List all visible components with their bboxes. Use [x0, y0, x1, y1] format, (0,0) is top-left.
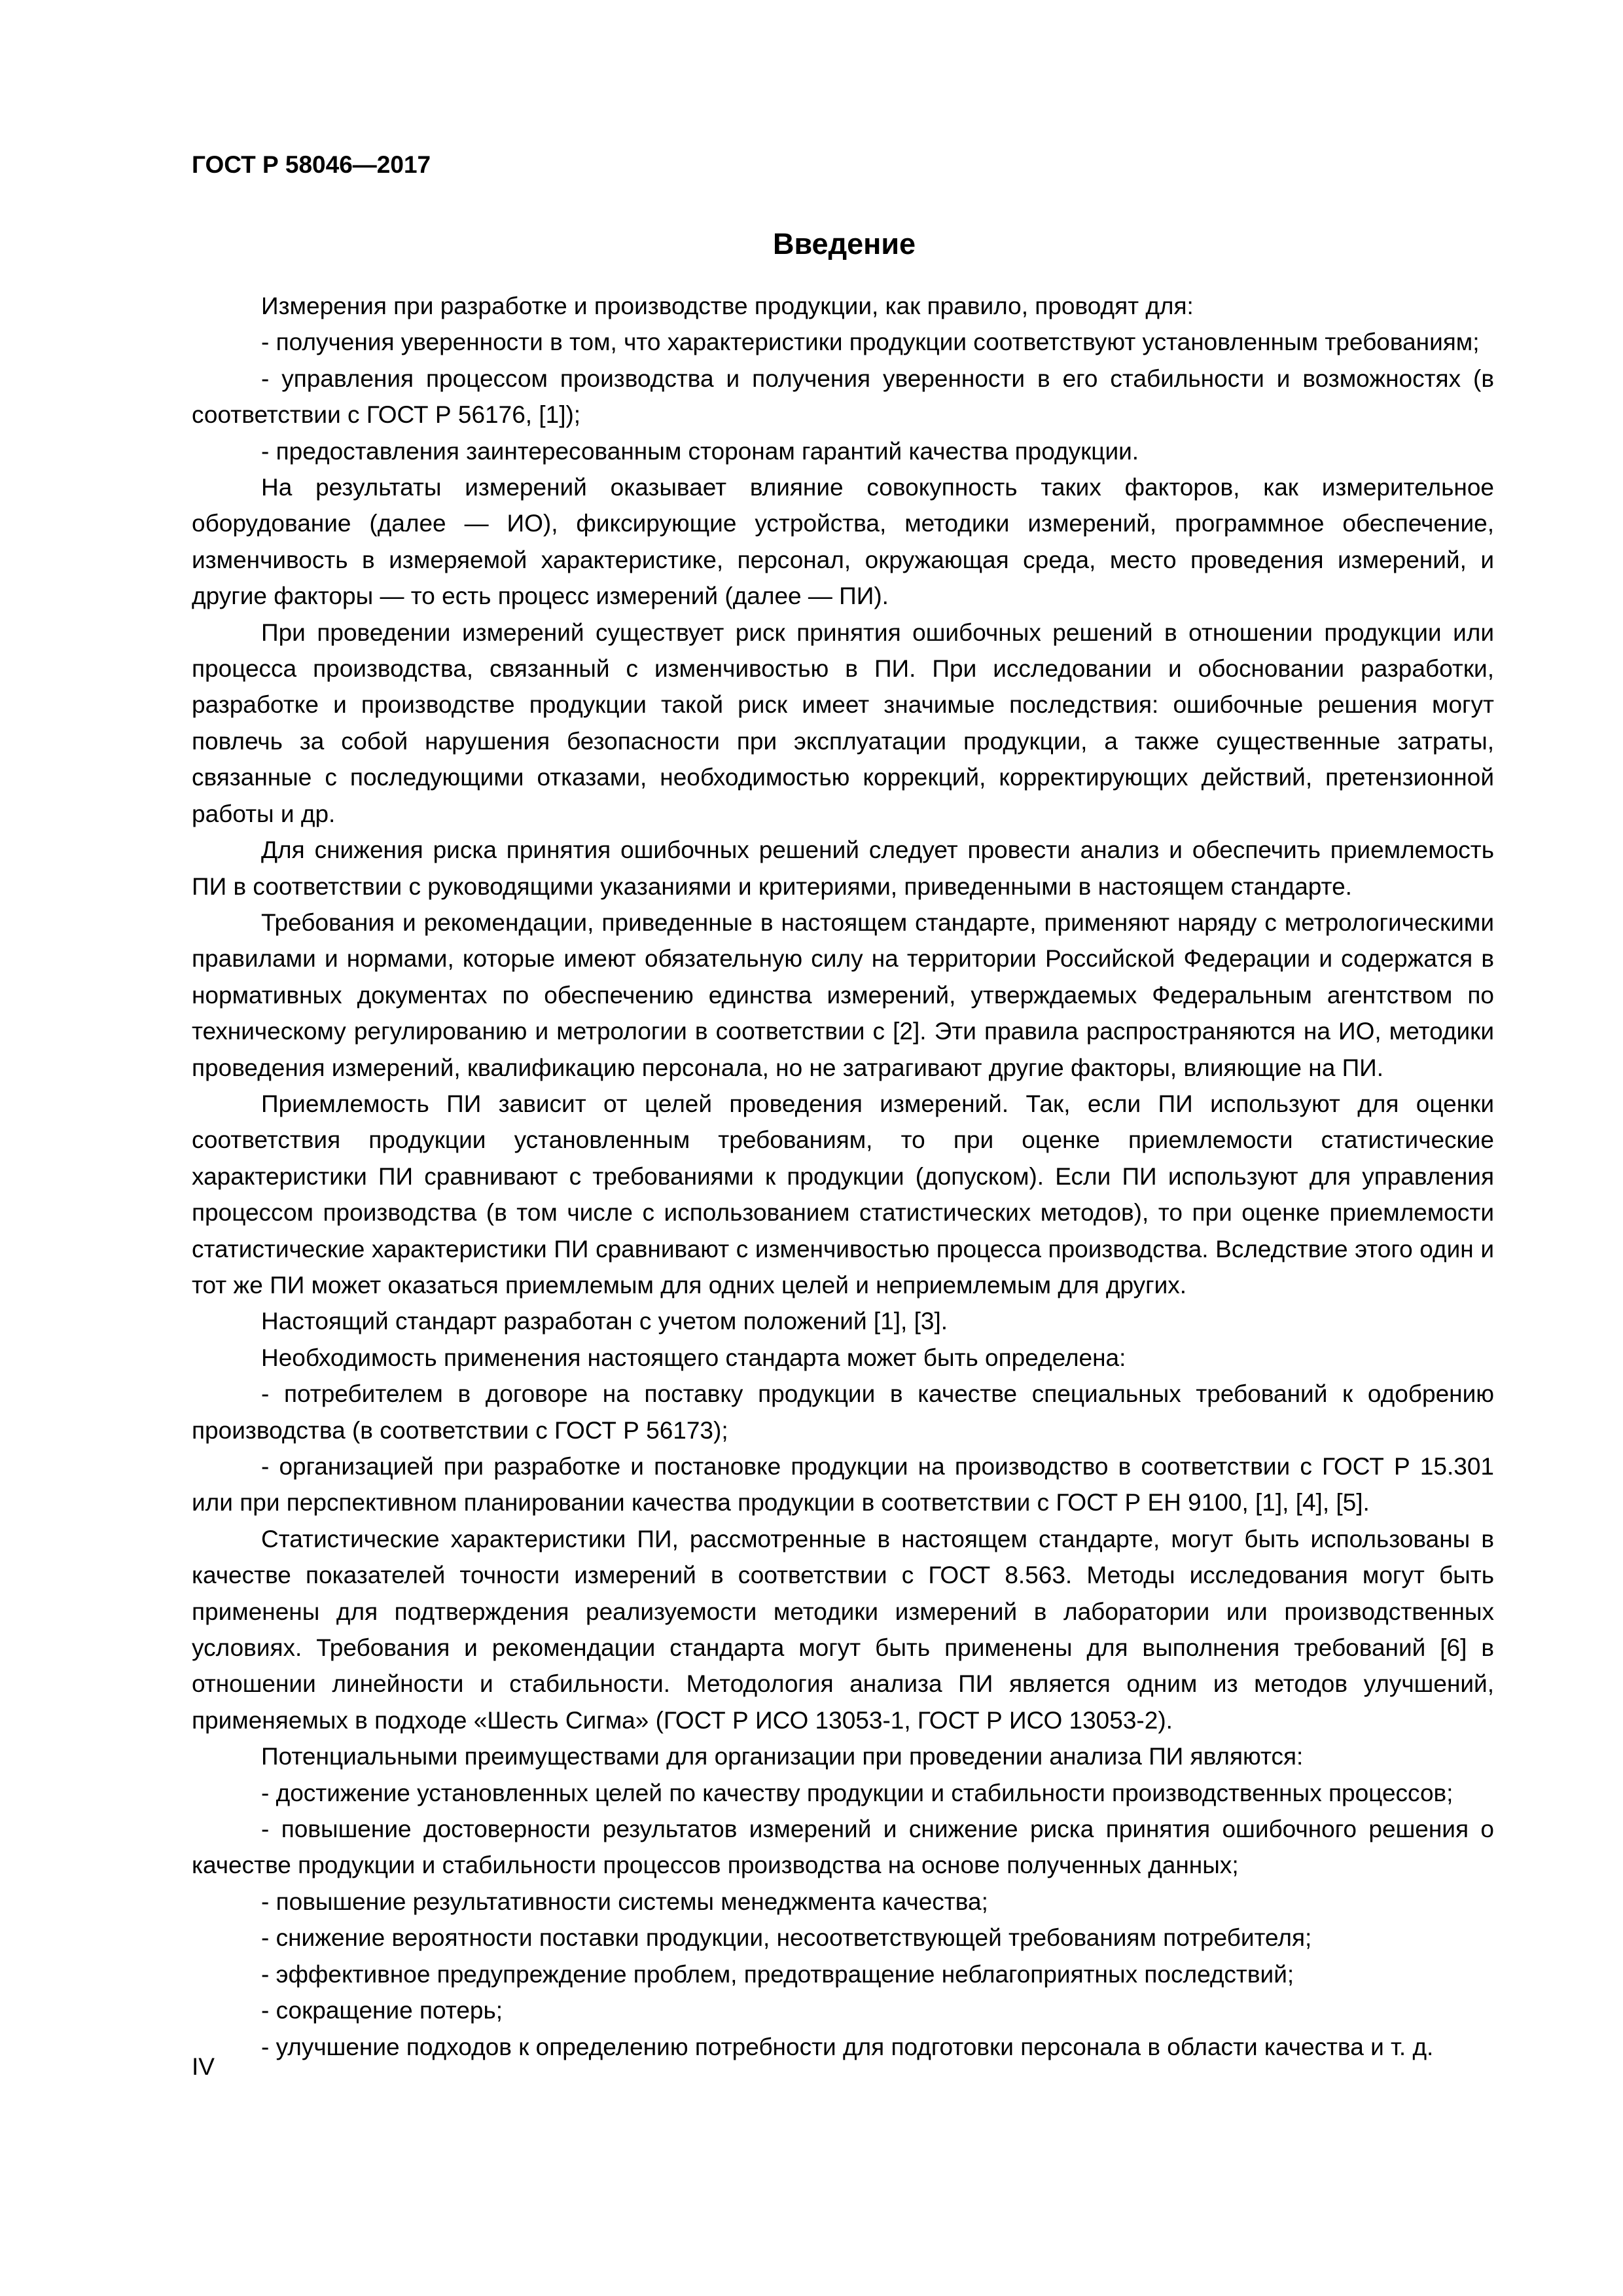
paragraph: Требования и рекомендации, приведенные в настоящем стандарте, применяют наряду с метрологическими правилами и нормами, которые имеют обязательную силу на территории Российской Федерации и содержатся в нормативных документах по обеспечению единства измерений, утверждаемых Федеральным агентством по техническому регулированию и метрологии в соответствии с [2]. Эти правила распространяются на ИО, методики проведения измерений, квалификацию персонала, но не затрагивают другие факторы, влияющие на ПИ.	[192, 908, 1494, 1081]
list-item: - сокращение потерь;	[261, 1997, 503, 2024]
paragraph: Статистические характеристики ПИ, рассмотренные в настоящем стандарте, могут быть использованы в качестве показателей точности измерений в соответствии с ГОСТ 8.563. Методы исследования могут быть применены для подтверждения реализуемости методики измерений в лаборатории или производственных условиях. Требования и рекомендации стандарта могут быть применены для выполнения требований [6] в отношении линейности и стабильности. Методология анализа ПИ является одним из методов улучшений, применяемых в подходе «Шесть Сигма» (ГОСТ Р ИСО 13053-1, ГОСТ Р ИСО 13053-2).	[192, 1525, 1494, 1734]
list-item: - организацией при разработке и постановке продукции на производство в соответствии с ГОСТ Р 15.301 или при перспективном планировании качества продукции в соответствии с ГОСТ Р ЕН 9100, [1], [4], [5].	[192, 1453, 1494, 1516]
body-text	[192, 288, 1494, 2065]
list-item: - предоставления заинтересованным сторонам гарантий качества продукции.	[261, 437, 1139, 465]
list-item: - повышение достоверности результатов измерений и снижение риска принятия ошибочного решения о качестве продукции и стабильности процессов производства на основе полученных данных;	[192, 1816, 1494, 1879]
paragraph: Необходимость применения настоящего стандарта может быть определена:	[261, 1344, 1126, 1371]
list-item: - достижение установленных целей по качеству продукции и стабильности производственных процессов;	[261, 1779, 1454, 1806]
paragraph: При проведении измерений существует риск принятия ошибочных решений в отношении продукции или процесса производства, связанный с изменчивостью в ПИ. При исследовании и обосновании разработки, разработке и производстве продукции такой риск имеет значимые последствия: ошибочные решения могут повлечь за собой нарушения безопасности при эксплуатации продукции, а также существенные затраты, связанные с последующими отказами, необходимостью коррекций, корректирующих действий, претензионной работы и др.	[192, 619, 1494, 827]
list-item: - улучшение подходов к определению потребности для подготовки персонала в области качества и т. д.	[261, 2033, 1434, 2060]
list-item: - снижение вероятности поставки продукции, несоответствующей требованиям потребителя;	[261, 1924, 1312, 1952]
page-number: IV	[192, 2053, 215, 2080]
paragraph: На результаты измерений оказывает влияние совокупность таких факторов, как измерительное оборудование (далее — ИО), фиксирующие устройства, методики измерений, программное обеспечение, изменчивость в измеряемой характеристике, персонал, окружающая среда, место проведения измерений, и другие факторы — то есть процесс измерений (далее — ПИ).	[192, 474, 1494, 610]
list-item: - управления процессом производства и получения уверенности в его стабильности и возможностях (в соответствии с ГОСТ Р 56176, [1]);	[192, 365, 1494, 429]
section-title: Введение	[772, 227, 916, 260]
document-header: ГОСТ Р 58046—2017	[192, 151, 431, 178]
list-item: - потребителем в договоре на поставку продукции в качестве специальных требований к одобрению производства (в соответствии с ГОСТ Р 56173);	[192, 1380, 1494, 1444]
list-item: - получения уверенности в том, что характеристики продукции соответствуют установленным требованиям;	[261, 329, 1480, 356]
paragraph: Приемлемость ПИ зависит от целей проведения измерений. Так, если ПИ используют для оценки соответствия продукции установленным требованиям, то при оценке приемлемости статистические характеристики ПИ сравнивают с требованиями к продукции (допуском). Если ПИ используют для управления процессом производства (в том числе с использованием статистических методов), то при оценке приемлемости статистические характеристики ПИ сравнивают с изменчивостью процесса производства. Вследствие этого один и тот же ПИ может оказаться приемлемым для одних целей и неприемлемым для других.	[192, 1090, 1494, 1299]
paragraph: Потенциальными преимуществами для организации при проведении анализа ПИ являются:	[261, 1743, 1304, 1770]
list-item: - эффективное предупреждение проблем, предотвращение неблагоприятных последствий;	[261, 1960, 1294, 1988]
paragraph: Настоящий стандарт разработан с учетом положений [1], [3].	[261, 1308, 948, 1335]
list-item: - повышение результативности системы менеджмента качества;	[261, 1888, 988, 1915]
paragraph: Измерения при разработке и производстве продукции, как правило, проводят для:	[261, 293, 1194, 319]
paragraph: Для снижения риска принятия ошибочных решений следует провести анализ и обеспечить приемлемость ПИ в соответствии с руководящими указаниями и критериями, приведенными в настоящем стандарте.	[192, 836, 1494, 900]
